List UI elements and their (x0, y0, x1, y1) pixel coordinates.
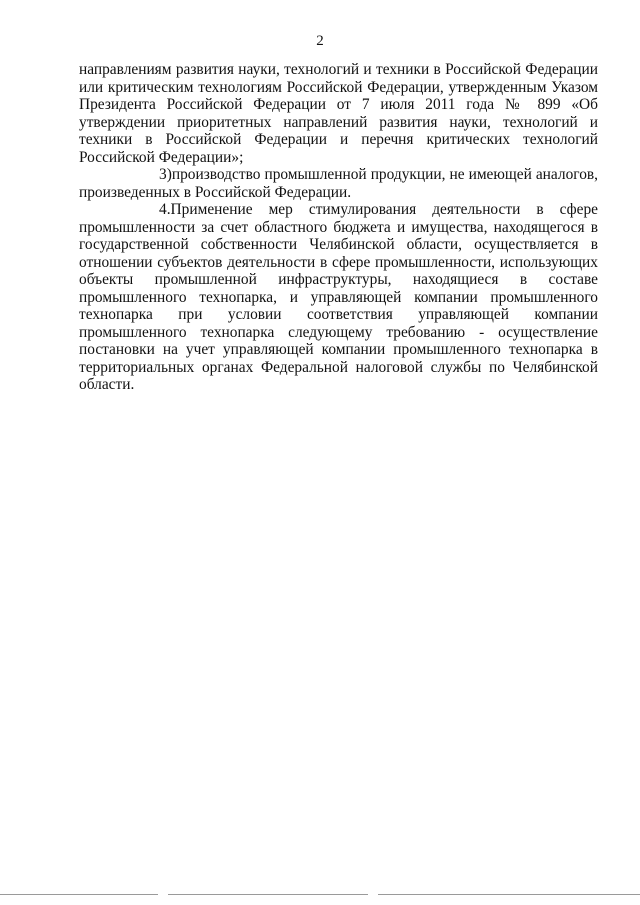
paragraph-text: производство промышленной продукции, не имеющей аналогов, произведенных в Российской Федерации. (79, 166, 598, 201)
paragraph-text: Применение мер стимулирования деятельности в сфере промышленности за счет областного бюджета и имущества, находящегося в государственной собственности Челябинской области, осуществляется в отношении субъектов деятельности в сфере промышленности, использующих объекты промышленной инфраструктуры, находящиеся в составе промышленного технопарка, и управляющей компании промышленного технопарка при условии соответствия управляющей компании промышленного технопарка следующему требованию - осуществление постановки на учет управляющей компании промышленного технопарка в территориальных органах Федеральной налоговой службы по Челябинской области. (79, 201, 598, 393)
list-item-number: 3) (159, 166, 172, 183)
document-body (79, 61, 598, 394)
scan-edge-line (378, 894, 640, 895)
section-item-4 (79, 201, 598, 394)
paragraph-continuation (79, 61, 598, 166)
page-number: 2 (316, 33, 324, 49)
list-item-3 (79, 166, 598, 201)
section-number: 4. (159, 201, 171, 218)
scan-edge-line (0, 894, 158, 895)
paragraph-text: направлениям развития науки, технологий и техники в Российской Федерации или критическим технологиям Российской Федерации, утвержденным Указом Президента Российской Федерации от 7 июля 2011 года № 899 «Об утверждении приоритетных направлений развития науки, технологий и техники в Российской Федерации и перечня критических технологий Российской Федерации»; (79, 61, 598, 166)
scan-edge-line (168, 894, 368, 895)
